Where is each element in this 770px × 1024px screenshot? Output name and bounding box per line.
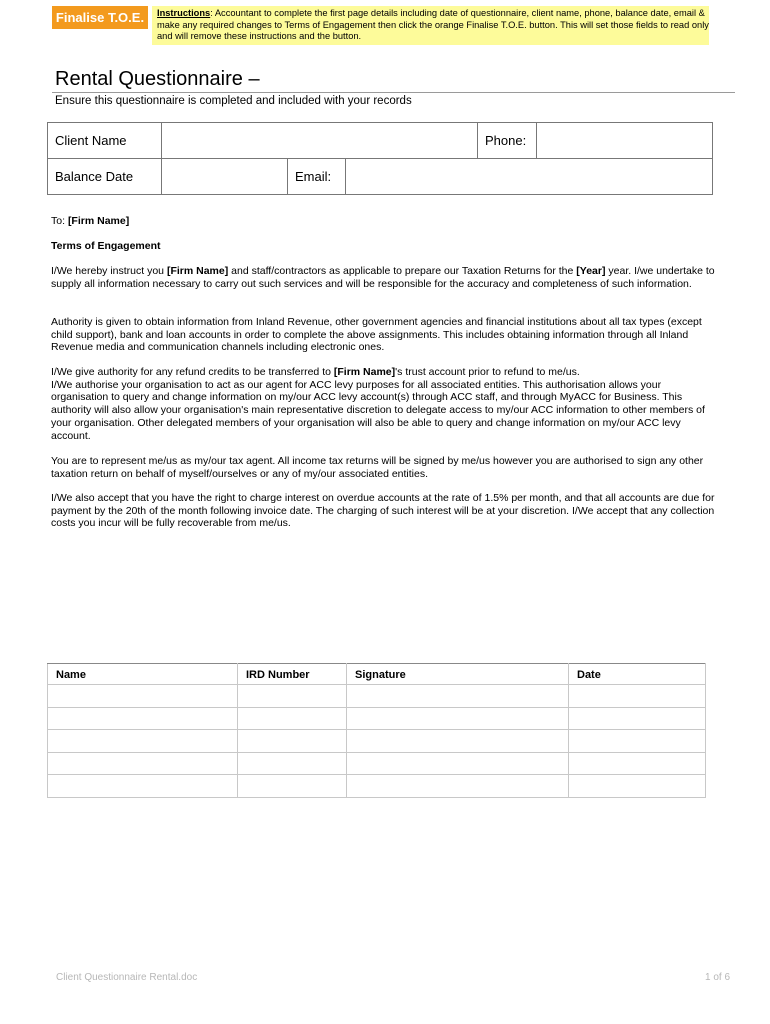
ird-number-cell[interactable] xyxy=(238,730,347,753)
table-row xyxy=(48,775,706,798)
to-prefix: To: xyxy=(51,215,68,227)
name-cell[interactable] xyxy=(48,775,238,798)
date-cell[interactable] xyxy=(569,707,706,730)
name-cell[interactable] xyxy=(48,685,238,708)
year-field: [Year] xyxy=(576,265,606,277)
column-header-ird-number: IRD Number xyxy=(238,664,347,685)
column-header-signature: Signature xyxy=(347,664,569,685)
phone-label: Phone: xyxy=(478,123,537,159)
signature-cell[interactable] xyxy=(347,707,569,730)
email-field[interactable] xyxy=(346,159,713,195)
terms-paragraph-2: Authority is given to obtain information from Inland Revenue, other government agencies and financial institutions about all tax types (except child support), bank and loan accounts in order to complete the above assignments. This includes obtaining information through all Inland Revenue media and communication channels including electronic ones. xyxy=(51,316,702,354)
email-label: Email: xyxy=(288,159,346,195)
phone-field[interactable] xyxy=(537,123,713,159)
ird-number-cell[interactable] xyxy=(238,775,347,798)
date-cell[interactable] xyxy=(569,775,706,798)
signature-cell[interactable] xyxy=(347,685,569,708)
page-title: Rental Questionnaire – xyxy=(55,68,260,90)
terms-paragraph-1 xyxy=(51,265,716,290)
ird-number-cell[interactable] xyxy=(238,685,347,708)
table-row xyxy=(48,730,706,753)
signature-cell[interactable] xyxy=(347,730,569,753)
table-row xyxy=(48,685,706,708)
date-cell[interactable] xyxy=(569,752,706,775)
client-name-field[interactable] xyxy=(162,123,478,159)
terms-paragraph-4: You are to represent me/us as my/our tax agent. All income tax returns will be signed by me/us however you are authorised to sign any other taxation return on behalf of myself/ourselves or any of my/our associated entities. xyxy=(51,455,704,480)
table-row xyxy=(48,752,706,775)
balance-date-label: Balance Date xyxy=(48,159,162,195)
firm-name-field: [Firm Name] xyxy=(333,366,396,378)
firm-name-field: [Firm Name] xyxy=(67,215,130,227)
date-cell[interactable] xyxy=(569,730,706,753)
client-name-label: Client Name xyxy=(48,123,162,159)
terms-p1-text-b: and staff/contractors as applicable to prepare our Taxation Returns for the xyxy=(228,265,577,277)
name-cell[interactable] xyxy=(48,730,238,753)
instructions-text: : Accountant to complete the first page details including date of questionnaire, client name, phone, balance date, email & make any required changes to Terms of Engagement then click the orange Finalise T.O.E. button. This will set those fields to read only and will remove these instructions and the button. xyxy=(157,8,709,41)
terms-p1-text-a: I/We hereby instruct you xyxy=(51,265,167,277)
instructions-label: Instructions xyxy=(157,8,211,18)
title-divider xyxy=(52,92,735,93)
firm-name-field: [Firm Name] xyxy=(166,265,229,277)
name-cell[interactable] xyxy=(48,752,238,775)
table-row xyxy=(48,707,706,730)
terms-heading: Terms of Engagement xyxy=(51,240,161,252)
instructions-box xyxy=(152,6,709,45)
signature-table xyxy=(47,663,706,798)
terms-p3-text-b: 's trust account prior to refund to me/us. xyxy=(395,366,580,378)
footer-filename: Client Questionnaire Rental.doc xyxy=(56,972,198,983)
signature-cell[interactable] xyxy=(347,752,569,775)
page-subtitle: Ensure this questionnaire is completed and included with your records xyxy=(55,95,412,107)
signature-cell[interactable] xyxy=(347,775,569,798)
terms-p3-text-c: I/We authorise your organisation to act as our agent for ACC levy purposes for all associated entities. This authorisation allows your organisation to query and change information on my/our ACC levy account(s) through ACC staff, and through MyACC for Business. This authority will also allow your organisation's main representative discretion to delegate access to my/our ACC information to other members of your organisation. Other delegated members of your organisation will also be able to query and change information on my/our ACC levy account. xyxy=(51,378,705,442)
terms-paragraph-3 xyxy=(51,366,716,442)
terms-p3-text-a: I/We give authority for any refund credits to be transferred to xyxy=(51,366,334,378)
ird-number-cell[interactable] xyxy=(238,707,347,730)
column-header-name: Name xyxy=(48,664,238,685)
date-cell[interactable] xyxy=(569,685,706,708)
name-cell[interactable] xyxy=(48,707,238,730)
ird-number-cell[interactable] xyxy=(238,752,347,775)
balance-date-field[interactable] xyxy=(162,159,288,195)
column-header-date: Date xyxy=(569,664,706,685)
terms-p1-text-c: year. I/we undertake to supply all information necessary to carry out such services and will be responsible for the accuracy and completeness of such information. xyxy=(51,265,715,290)
terms-paragraph-5: I/We also accept that you have the right to charge interest on overdue accounts at the rate of 1.5% per month, and that all accounts are due for payment by the 20th of the month following invoice date. The charging of such interest will be at your discretion. I/We accept that any collection costs you incur will be fully recoverable from me/us. xyxy=(51,492,715,530)
footer-page-number: 1 of 6 xyxy=(705,972,731,983)
client-details-form xyxy=(47,122,713,195)
finalise-toe-button[interactable]: Finalise T.O.E. xyxy=(52,6,148,29)
to-line xyxy=(51,215,129,227)
